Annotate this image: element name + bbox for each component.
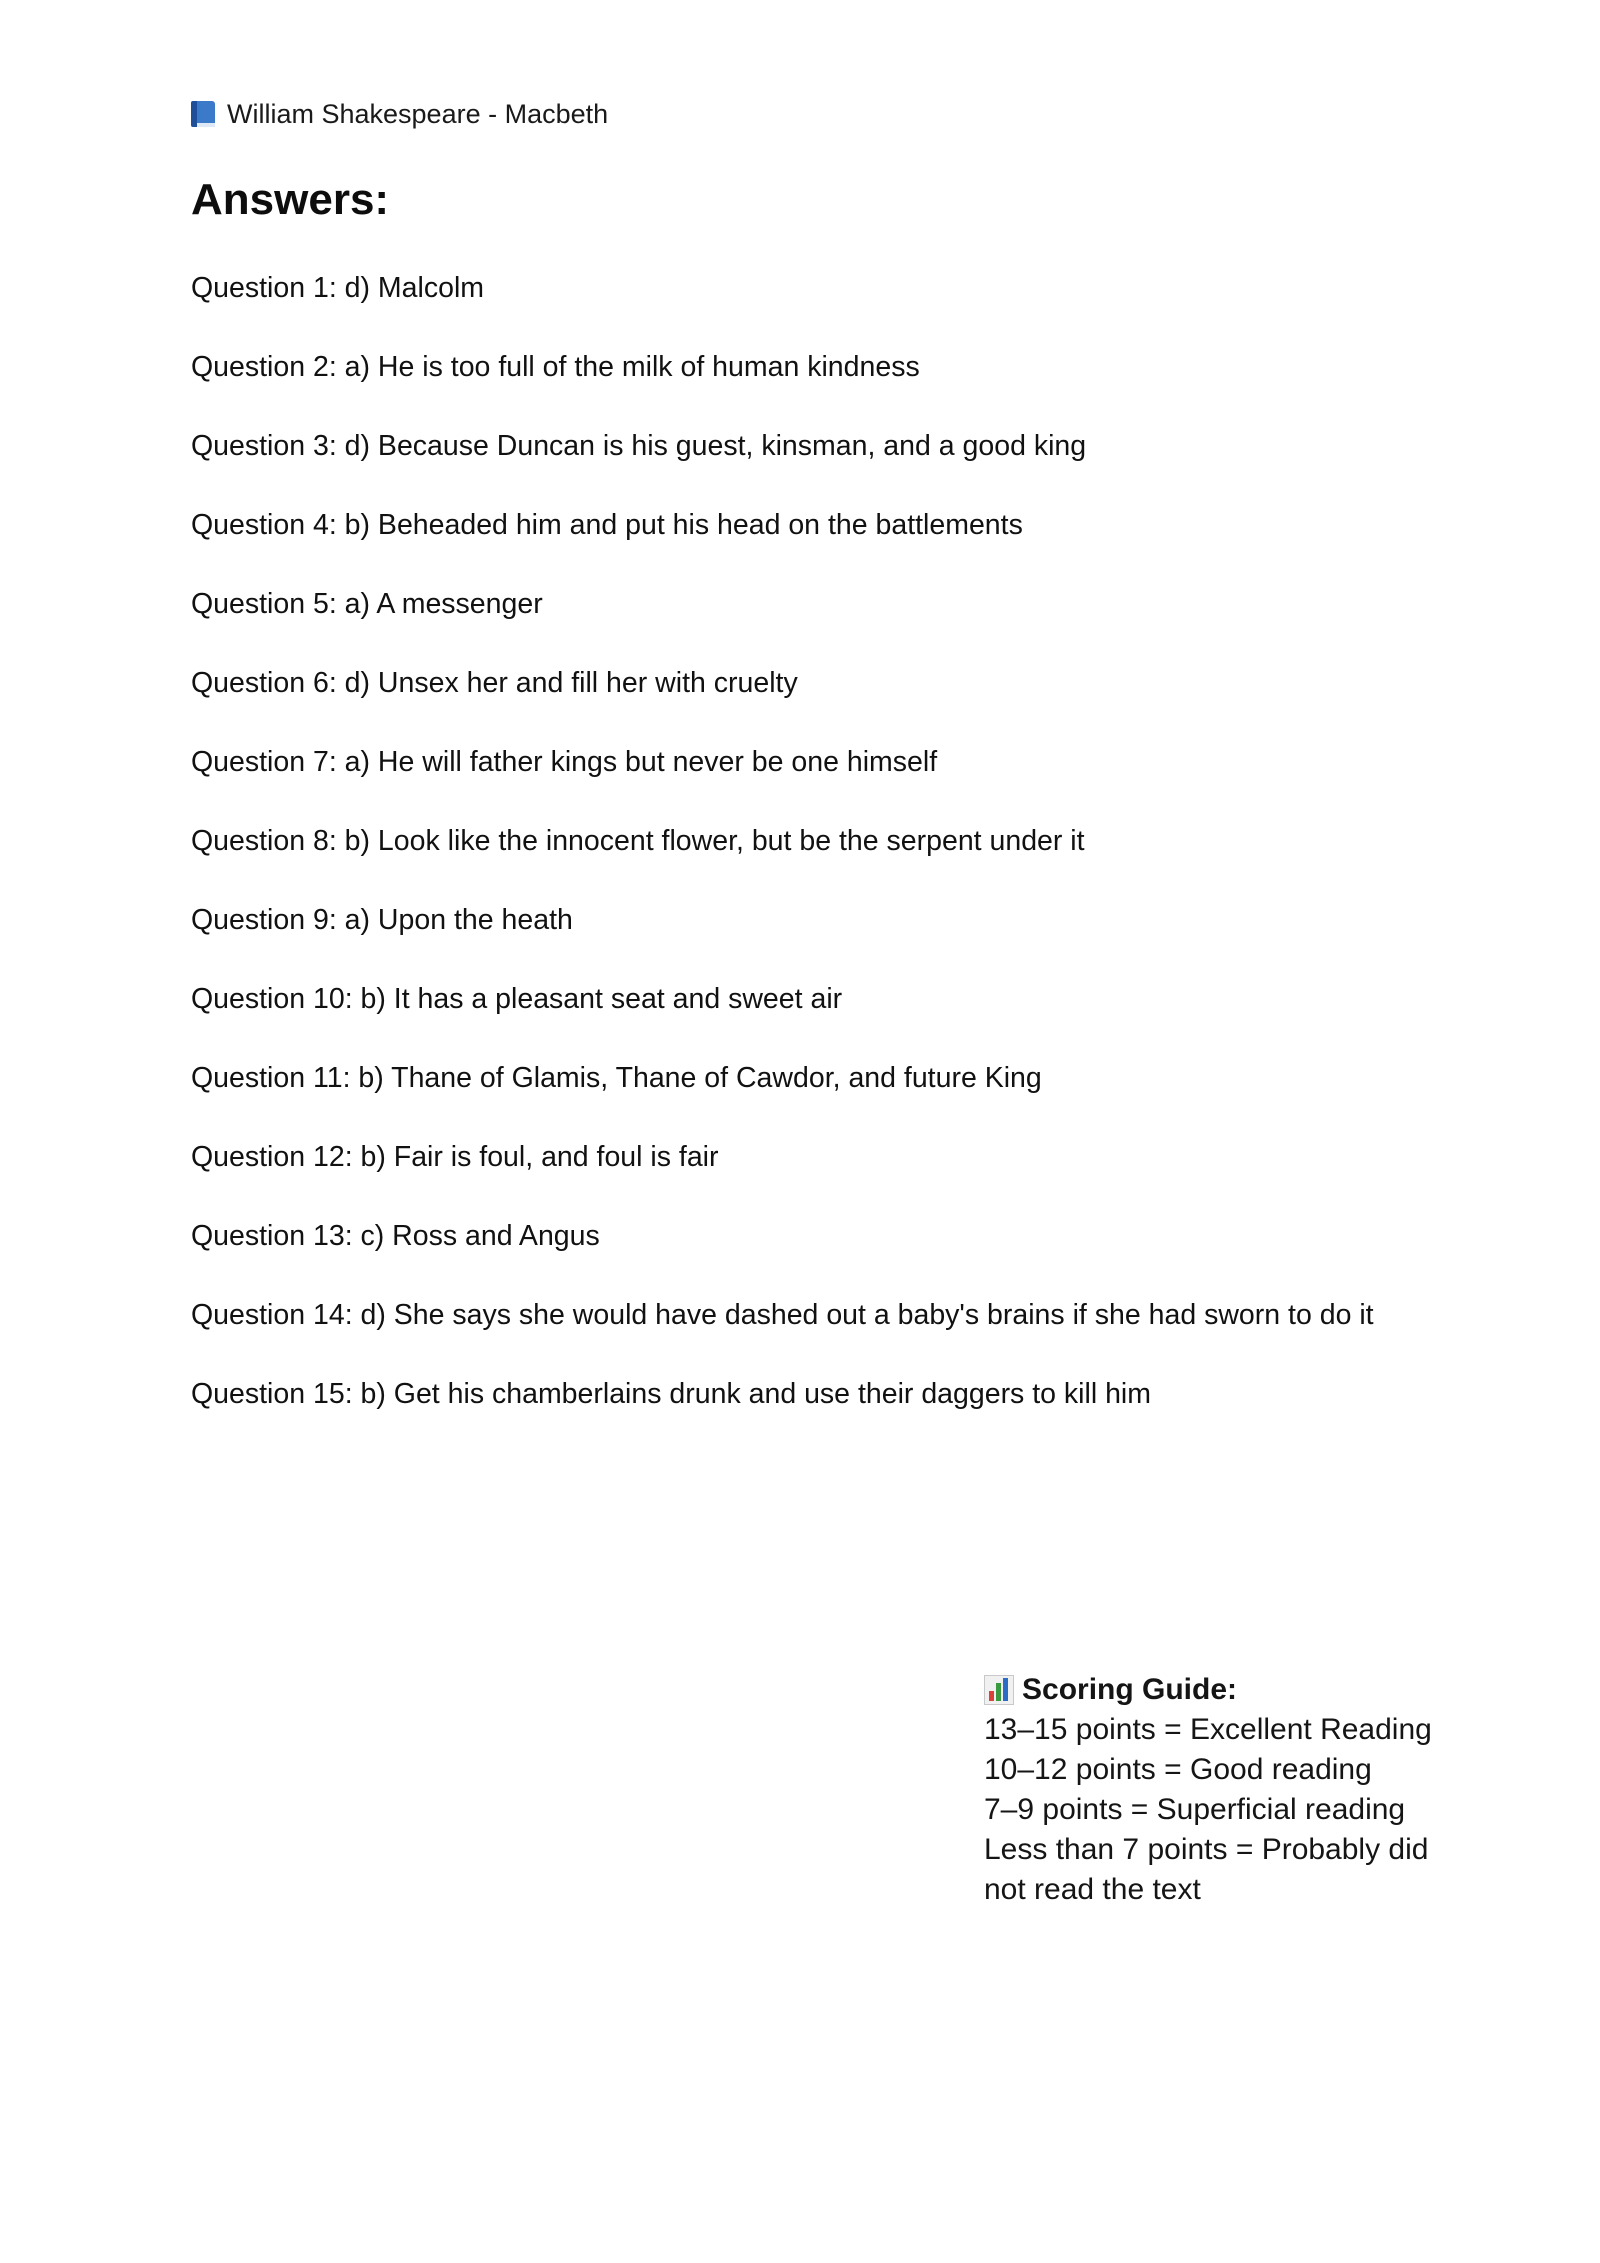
answer-item: Question 10: b) It has a pleasant seat and sweet air: [191, 983, 843, 1015]
scoring-guide-heading: Scoring Guide:: [1022, 1673, 1238, 1706]
answer-item: Question 9: a) Upon the heath: [191, 904, 573, 936]
answer-item: Question 4: b) Beheaded him and put his head on the battlements: [191, 509, 1023, 541]
answers-title: Answers:: [191, 175, 390, 224]
answer-item: Question 6: d) Unsex her and fill her with cruelty: [191, 667, 798, 699]
answer-item: Question 11: b) Thane of Glamis, Thane of Cawdor, and future King: [191, 1062, 1042, 1094]
answer-item: Question 15: b) Get his chamberlains drunk and use their daggers to kill him: [191, 1378, 1151, 1410]
answer-item: Question 8: b) Look like the innocent flower, but be the serpent under it: [191, 825, 1085, 857]
header-text: William Shakespeare - Macbeth: [227, 98, 609, 129]
bar-chart-icon: [984, 1675, 1014, 1705]
answer-item: Question 5: a) A messenger: [191, 588, 543, 620]
scoring-line: 10–12 points = Good reading: [984, 1753, 1372, 1786]
answer-item: Question 3: d) Because Duncan is his guest, kinsman, and a good king: [191, 430, 1087, 462]
answer-item: Question 7: a) He will father kings but never be one himself: [191, 746, 938, 778]
scoring-line: 7–9 points = Superficial reading: [984, 1793, 1406, 1826]
answers-list: [191, 264, 1374, 1449]
scoring-line: not read the text: [984, 1873, 1201, 1906]
scoring-line: Less than 7 points = Probably did: [984, 1833, 1429, 1866]
scoring-guide-heading-row: [984, 1670, 1464, 1710]
answer-item: Question 12: b) Fair is foul, and foul is fair: [191, 1141, 719, 1173]
answer-item: Question 13: c) Ross and Angus: [191, 1220, 600, 1252]
answer-item: Question 2: a) He is too full of the milk of human kindness: [191, 351, 920, 383]
document-header: [191, 94, 608, 134]
scoring-guide: [984, 1670, 1464, 1910]
answer-item: Question 1: d) Malcolm: [191, 272, 485, 304]
blue-book-icon: [191, 99, 217, 129]
answer-item: Question 14: d) She says she would have dashed out a baby's brains if she had sworn to do it: [191, 1299, 1374, 1331]
scoring-line: 13–15 points = Excellent Reading: [984, 1713, 1432, 1746]
